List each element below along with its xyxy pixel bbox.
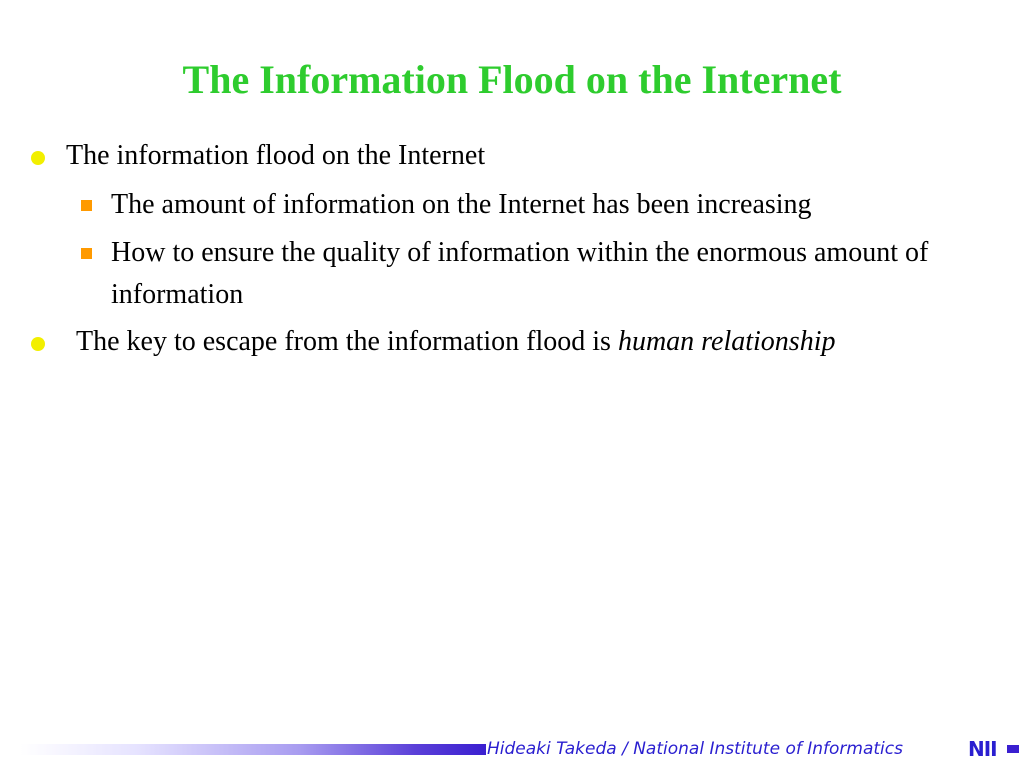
square-bullet-icon	[81, 248, 92, 259]
sub-bullet-item-1	[0, 184, 1024, 226]
nii-logo: NII	[968, 737, 997, 761]
sub-bullet-text: The amount of information on the Internet has been increasing	[111, 189, 812, 220]
bullet-item-2	[0, 322, 1024, 362]
footer-credit: Hideaki Takeda / National Institute of Informatics	[487, 739, 903, 759]
square-bullet-icon	[81, 200, 92, 211]
round-bullet-icon	[31, 151, 45, 165]
bullet-text-prefix: The key to escape from the information flood is	[76, 326, 618, 357]
bullet-text: The information flood on the Internet	[66, 140, 486, 171]
sub-bullet-text: How to ensure the quality of information within the enormous amount of information	[111, 237, 929, 310]
sub-bullet-item-2	[0, 232, 1024, 316]
round-bullet-icon	[31, 337, 45, 351]
footer-gradient-bar	[20, 744, 486, 755]
logo-square-icon	[1007, 745, 1019, 753]
slide-title: The Information Flood on the Internet	[182, 57, 842, 102]
bullet-item-1	[0, 136, 1024, 176]
bullet-text-emphasis: human relationship	[617, 326, 836, 357]
slide-body	[0, 136, 1024, 370]
